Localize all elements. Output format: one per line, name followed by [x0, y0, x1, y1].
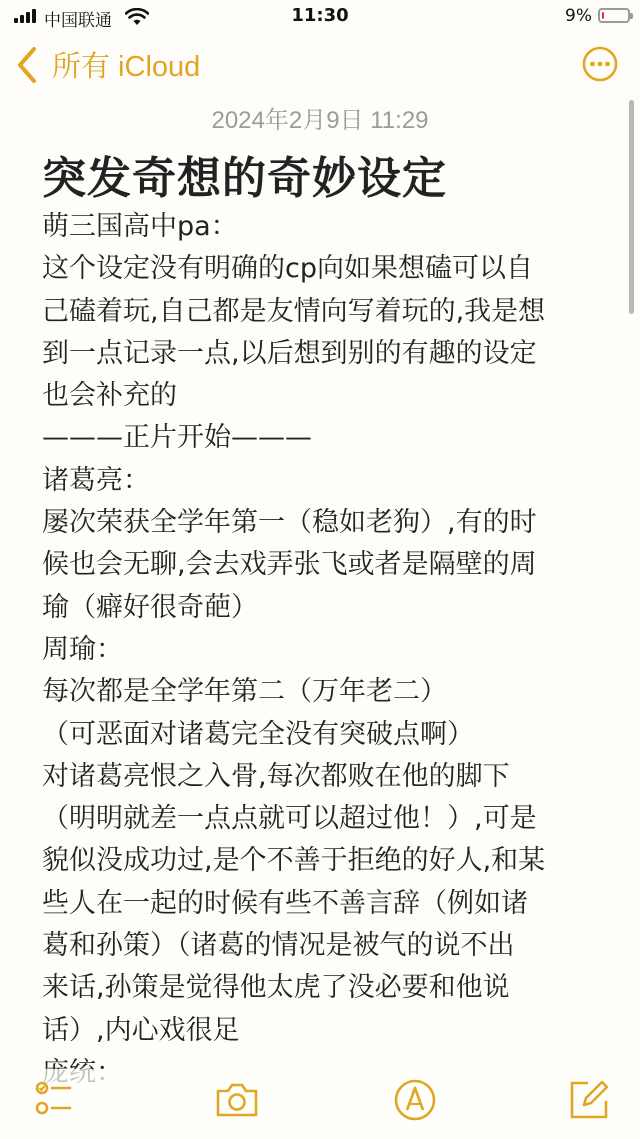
camera-icon[interactable]	[214, 1077, 260, 1123]
bottom-toolbar	[0, 1069, 640, 1139]
note-line: 这个设定没有明确的cp向如果想磕可以自	[42, 253, 533, 285]
note-line: （明明就差一点点就可以超过他！）,可是	[42, 803, 537, 835]
note-line: 萌三国高中pa：	[42, 211, 238, 242]
scroll-indicator	[629, 100, 634, 314]
note-line: 瑜（癖好很奇葩）	[42, 591, 258, 623]
note-date: 2024年2月9日 11:29	[211, 107, 429, 134]
note-title[interactable]: 突发奇想的奇妙设定	[42, 153, 447, 204]
back-button-label: 所有 iCloud	[52, 51, 201, 83]
note-line: 屡次荣获全学年第一（稳如老狗）,有的时	[42, 507, 537, 539]
note-line: 周瑜：	[42, 633, 123, 665]
chevron-left-icon	[16, 45, 38, 85]
battery-percentage: 9%	[565, 6, 592, 26]
note-line: 葛和孙策）（诸葛的情况是被气的说不出	[42, 930, 515, 962]
checklist-icon[interactable]	[32, 1077, 78, 1123]
note-line: （可恶面对诸葛完全没有突破点啊）	[42, 718, 474, 750]
markup-pen-icon[interactable]	[392, 1077, 438, 1123]
note-line: 貌似没成功过,是个不善于拒绝的好人,和某	[42, 845, 546, 877]
compose-icon[interactable]	[566, 1077, 612, 1123]
note-line: 话）,内心戏很足	[42, 1014, 240, 1046]
note-line: 些人在一起的时候有些不善言辞（例如诸	[42, 887, 528, 919]
clock: 11:30	[291, 5, 349, 26]
note-line: 来话,孙策是觉得他太虎了没必要和他说	[42, 972, 510, 1004]
note-line: 诸葛亮：	[42, 464, 150, 496]
carrier-label: 中国联通	[44, 11, 112, 31]
note-line: ———正片开始———	[42, 422, 312, 454]
note-line: 己磕着玩,自己都是友情向写着玩的,我是想	[42, 295, 546, 327]
status-bar	[0, 0, 640, 34]
battery-icon	[598, 8, 630, 23]
note-line: 每次都是全学年第二（万年老二）	[42, 676, 447, 708]
back-button[interactable]	[16, 44, 200, 85]
note-line: 对诸葛亮恨之入骨,每次都败在他的脚下	[42, 760, 510, 792]
note-body[interactable]	[42, 206, 607, 1094]
note-line: 到一点记录一点,以后想到别的有趣的设定	[42, 337, 537, 369]
note-line: 也会补充的	[42, 380, 177, 412]
ellipsis-circle-icon[interactable]	[582, 46, 618, 82]
note-line: 候也会无聊,会去戏弄张飞或者是隔壁的周	[42, 549, 537, 581]
